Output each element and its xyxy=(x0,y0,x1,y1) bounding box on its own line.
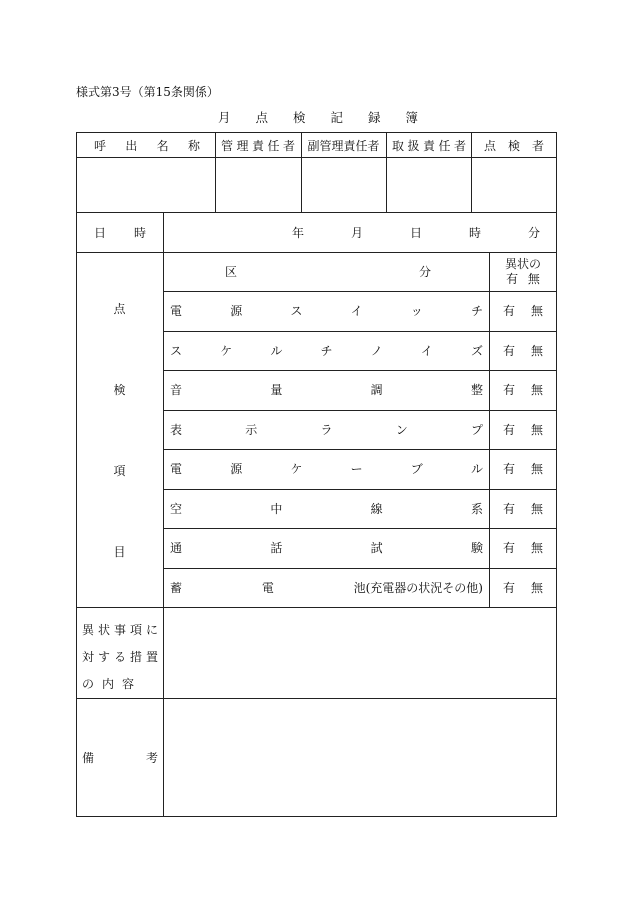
measures-line2-char: す xyxy=(97,650,110,664)
header-inspector-char: 者 xyxy=(531,138,544,153)
inspection-item-char: 音 xyxy=(170,383,183,397)
inspection-item-char: 空 xyxy=(170,502,183,516)
inspection-item-char: 整 xyxy=(470,383,483,397)
header-manager-char: 理 xyxy=(236,138,249,153)
inspection-item-char: ル xyxy=(270,344,283,358)
header-inspector-char: 検 xyxy=(507,138,520,153)
inspection-item-char: ズ xyxy=(470,344,483,358)
header-manager-char: 責 xyxy=(251,138,264,153)
header-handler-char: 扱 xyxy=(407,138,420,153)
header-manager xyxy=(221,133,295,157)
inspection-item-char: 線 xyxy=(370,502,383,516)
header-handler-char: 者 xyxy=(453,138,466,153)
inspection-item-char: 量 xyxy=(270,383,283,397)
status-option[interactable]: 有 xyxy=(503,502,516,516)
table-line xyxy=(76,698,557,699)
measures-line1-char: に xyxy=(145,623,158,637)
status-option[interactable]: 有 xyxy=(503,462,516,476)
inspection-item-char: チ xyxy=(320,344,333,358)
inspection-item-status[interactable] xyxy=(490,291,556,330)
inspection-item-char: 話 xyxy=(270,541,283,555)
inspection-item-status[interactable] xyxy=(490,331,556,370)
document-title-text xyxy=(218,108,418,126)
status-option[interactable]: 無 xyxy=(530,423,543,437)
inspection-item-char: ス xyxy=(290,304,303,318)
status-option[interactable]: 有 xyxy=(503,581,516,595)
measures-line3-char: 容 xyxy=(121,677,134,691)
datetime-unit: 時 xyxy=(468,225,481,240)
status-header xyxy=(490,257,556,287)
remarks-label-char: 備 xyxy=(82,750,95,765)
measures-line1-char: 異 xyxy=(82,623,95,637)
document-title-text-char: 記 xyxy=(330,110,343,125)
status-option[interactable]: 無 xyxy=(530,462,543,476)
table-line xyxy=(471,132,472,212)
document-title-text-char: 検 xyxy=(292,110,306,125)
inspection-items-label-char: 点 xyxy=(113,302,126,316)
header-manager-char: 管 xyxy=(221,138,234,153)
inspection-item-char: ー xyxy=(350,462,363,476)
inspection-item-label xyxy=(170,291,483,330)
inspection-item-char: 表 xyxy=(170,423,183,437)
inspection-item-label xyxy=(170,410,483,449)
measures-line3-char: の xyxy=(82,677,95,691)
header-manager-char: 任 xyxy=(267,138,280,153)
form-number-label: 様式第3号（第15条関係） xyxy=(76,85,219,99)
document-title-text-char: 簿 xyxy=(405,110,418,125)
datetime-unit: 月 xyxy=(350,225,363,240)
measures-line2-char: 置 xyxy=(145,650,158,664)
measures-line3-char: 内 xyxy=(101,677,114,691)
inspection-item-char: ノ xyxy=(370,344,383,358)
inspection-item-char: 示 xyxy=(245,423,258,437)
header-handler-char: 取 xyxy=(392,138,405,153)
category-header xyxy=(225,252,431,291)
datetime-label-char: 時 xyxy=(133,225,146,240)
inspection-item-label xyxy=(170,331,483,370)
inspection-item-char: 系 xyxy=(470,502,483,516)
measures-line1-char: 項 xyxy=(129,623,142,637)
measures-line1-char: 事 xyxy=(113,623,126,637)
inspection-item-char: プ xyxy=(470,423,483,437)
inspection-item-char: 通 xyxy=(170,541,183,555)
inspection-item-char: 蓄 xyxy=(170,581,183,595)
table-border-right xyxy=(556,132,557,817)
datetime-label xyxy=(94,212,146,252)
measures-label xyxy=(82,617,158,698)
table-line xyxy=(163,212,164,816)
category-header-char: 区 xyxy=(225,265,238,279)
table-line xyxy=(215,132,216,212)
header-handler xyxy=(392,133,466,157)
inspection-item-char: ン xyxy=(395,423,408,437)
inspection-item-char: 調 xyxy=(370,383,383,397)
inspection-item-char: ブ xyxy=(410,462,423,476)
inspection-item-label xyxy=(170,528,483,567)
header-handler-char: 責 xyxy=(422,138,435,153)
inspection-item-char: 験 xyxy=(470,541,483,555)
header-caller-name-char: 名 xyxy=(156,138,169,153)
inspection-item-char: 源 xyxy=(230,304,243,318)
inspection-item-char: ル xyxy=(470,462,483,476)
datetime-units xyxy=(292,212,540,252)
inspection-item-label xyxy=(170,449,483,488)
inspection-items-label-char: 目 xyxy=(113,545,126,559)
status-option[interactable]: 有 xyxy=(503,423,516,437)
header-caller-name-char: 呼 xyxy=(94,138,107,153)
inspection-item-status[interactable] xyxy=(490,528,556,567)
status-option[interactable]: 有 xyxy=(503,304,516,318)
inspection-item-char: ラ xyxy=(320,423,333,437)
inspection-item-char: 中 xyxy=(270,502,283,516)
status-option[interactable]: 無 xyxy=(530,344,543,358)
table-line xyxy=(76,157,557,158)
header-caller-name xyxy=(94,133,200,157)
category-header-char: 分 xyxy=(418,265,431,279)
inspection-items-label-char: 項 xyxy=(113,464,126,478)
datetime-unit: 分 xyxy=(527,225,540,240)
inspection-item-char: 試 xyxy=(370,541,383,555)
datetime-unit: 日 xyxy=(409,225,422,240)
status-option[interactable]: 無 xyxy=(530,502,543,516)
table-border-bottom xyxy=(76,816,557,817)
status-header-line1: 異状の xyxy=(504,257,541,271)
inspection-item-status[interactable] xyxy=(490,568,556,607)
inspection-item-char: ス xyxy=(170,344,183,358)
inspection-item-status[interactable] xyxy=(490,489,556,528)
status-header-line2: 有 無 xyxy=(506,272,540,286)
inspection-item-char: チ xyxy=(470,304,483,318)
status-option[interactable]: 有 xyxy=(503,541,516,555)
inspection-items-label xyxy=(76,300,163,560)
status-option[interactable]: 有 xyxy=(503,344,516,358)
inspection-item-char: ケ xyxy=(220,344,233,358)
datetime-unit: 年 xyxy=(292,225,305,240)
table-line xyxy=(76,607,557,608)
inspection-item-status[interactable] xyxy=(490,370,556,409)
inspection-item-char: ケ xyxy=(290,462,303,476)
inspection-item-label xyxy=(170,568,483,607)
datetime-label-char: 日 xyxy=(94,225,107,240)
inspection-item-char: 電 xyxy=(170,462,183,476)
header-caller-name-char: 称 xyxy=(187,138,200,153)
header-deputy-manager: 副管理責任者 xyxy=(307,138,380,153)
inspection-item-char: イ xyxy=(420,344,433,358)
document-title xyxy=(218,108,418,126)
measures-line1 xyxy=(82,617,158,644)
status-option[interactable]: 無 xyxy=(530,383,543,397)
document-title-text-char: 点 xyxy=(255,110,268,125)
document-title-text-char: 月 xyxy=(218,110,231,125)
header-caller-name-char: 出 xyxy=(125,138,138,153)
header-inspector-char: 点 xyxy=(484,138,497,153)
remarks-label xyxy=(82,745,158,769)
inspection-item-char: 池(充電器の状況その他) xyxy=(353,581,483,595)
measures-line1-char: 状 xyxy=(97,623,110,637)
inspection-item-status[interactable] xyxy=(490,449,556,488)
inspection-item-char: 電 xyxy=(170,304,183,318)
status-option[interactable]: 無 xyxy=(530,304,543,318)
status-option[interactable]: 無 xyxy=(530,581,543,595)
table-line xyxy=(386,132,387,212)
measures-line2-char: 措 xyxy=(129,650,142,664)
inspection-item-char: イ xyxy=(350,304,363,318)
inspection-item-char: 電 xyxy=(261,581,274,595)
measures-line2-char: る xyxy=(113,650,126,664)
status-option[interactable]: 無 xyxy=(530,541,543,555)
inspection-item-label xyxy=(170,489,483,528)
inspection-item-char: ッ xyxy=(410,304,423,318)
header-manager-char: 者 xyxy=(282,138,295,153)
inspection-item-status[interactable] xyxy=(490,410,556,449)
header-inspector xyxy=(484,133,544,157)
status-option[interactable]: 有 xyxy=(503,383,516,397)
measures-line2 xyxy=(82,644,158,671)
inspection-item-char: 源 xyxy=(230,462,243,476)
measures-line2-char: 対 xyxy=(82,650,95,664)
measures-line3 xyxy=(82,671,134,698)
document-title-text-char: 録 xyxy=(367,110,381,125)
remarks-label-char: 考 xyxy=(145,750,158,765)
inspection-items-label-char: 検 xyxy=(113,383,126,397)
inspection-item-label xyxy=(170,370,483,409)
header-handler-char: 任 xyxy=(438,138,451,153)
